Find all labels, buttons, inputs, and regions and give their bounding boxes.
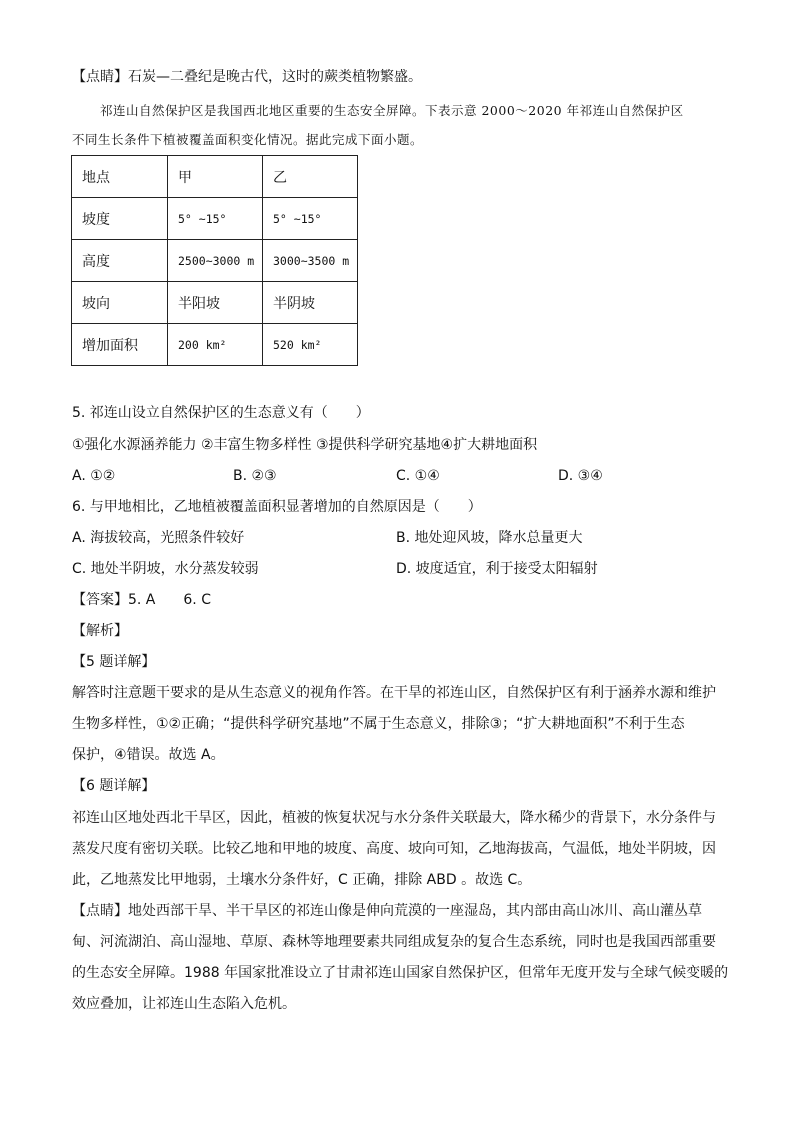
question-5: 5. 祁连山设立自然保护区的生态意义有（ ） xyxy=(72,405,370,421)
question-5-items: ①强化水源涵养能力 ②丰富生物多样性 ③提供科学研究基地④扩大耕地面积 xyxy=(72,437,538,453)
intro-line-2: 不同生长条件下植被覆盖面积变化情况。据此完成下面小题。 xyxy=(72,132,424,147)
table-header-cell: 甲 xyxy=(168,156,263,198)
table-cell: 半阳坡 xyxy=(168,282,263,324)
detail-5-line: 保护，④错误。故选 A。 xyxy=(72,747,225,763)
tip-line: 甸、河流湖泊、高山湿地、草原、森林等地理要素共同组成复杂的复合生态系统，同时也是我国西部重要 xyxy=(72,934,716,950)
table-cell: 5° ~15° xyxy=(263,198,358,240)
table-cell: 高度 xyxy=(72,240,168,282)
q6-option-b: B. 地处迎风坡，降水总量更大 xyxy=(396,530,583,546)
table-cell: 增加面积 xyxy=(72,324,168,366)
table-cell: 坡向 xyxy=(72,282,168,324)
q5-option-c: C. ①④ xyxy=(396,468,440,484)
tip-line: 【点睛】地处西部干旱、半干旱区的祁连山像是伸向荒漠的一座湿岛，其内部由高山冰川、高山灌丛草 xyxy=(72,903,702,919)
answer-line: 【答案】5. A 6. C xyxy=(72,592,211,608)
detail-6-heading: 【6 题详解】 xyxy=(72,778,156,794)
table-cell: 2500~3000 m xyxy=(168,240,263,282)
tip-line: 效应叠加，让祁连山生态陷入危机。 xyxy=(72,996,296,1012)
analysis-heading: 【解析】 xyxy=(72,623,128,639)
table-row xyxy=(72,282,358,324)
detail-6-line: 此，乙地蒸发比甲地弱，土壤水分条件好，C 正确，排除 ABD 。故选 C。 xyxy=(72,872,532,888)
vegetation-table xyxy=(71,155,358,366)
table-cell: 坡度 xyxy=(72,198,168,240)
table-row xyxy=(72,324,358,366)
table-cell: 半阴坡 xyxy=(263,282,358,324)
question-6: 6. 与甲地相比，乙地植被覆盖面积显著增加的自然原因是（ ） xyxy=(72,499,482,515)
table-cell: 200 km² xyxy=(168,324,263,366)
table-header-cell: 乙 xyxy=(263,156,358,198)
q6-option-a: A. 海拔较高，光照条件较好 xyxy=(72,530,245,546)
detail-5-line: 解答时注意题干要求的是从生态意义的视角作答。在干旱的祁连山区，自然保护区有利于涵养水源和维护 xyxy=(72,685,716,701)
detail-5-heading: 【5 题详解】 xyxy=(72,654,156,670)
tip-line: 【点睛】石炭—二叠纪是晚古代，这时的蕨类植物繁盛。 xyxy=(72,69,422,85)
q5-option-a: A. ①② xyxy=(72,468,116,484)
table-header-cell: 地点 xyxy=(72,156,168,198)
intro-line-1: 祁连山自然保护区是我国西北地区重要的生态安全屏障。下表示意 2000～2020 年祁连山自然保护区 xyxy=(100,103,684,118)
detail-5-line: 生物多样性，①②正确；“提供科学研究基地”不属于生态意义，排除③；“扩大耕地面积”不利于生态 xyxy=(72,716,685,732)
table-row xyxy=(72,198,358,240)
table-cell: 520 km² xyxy=(263,324,358,366)
table-header-row xyxy=(72,156,358,198)
table-row xyxy=(72,240,358,282)
tip-line: 的生态安全屏障。1988 年国家批准设立了甘肃祁连山国家自然保护区，但常年无度开发与全球气候变暖的 xyxy=(72,965,729,981)
q5-option-d: D. ③④ xyxy=(558,468,603,484)
table-cell: 3000~3500 m xyxy=(263,240,358,282)
table-cell: 5° ~15° xyxy=(168,198,263,240)
q6-option-d: D. 坡度适宜，利于接受太阳辐射 xyxy=(396,561,598,577)
detail-6-line: 蒸发尺度有密切关联。比较乙地和甲地的坡度、高度、坡向可知，乙地海拔高，气温低，地处半阴坡，因 xyxy=(72,841,716,857)
detail-6-line: 祁连山区地处西北干旱区，因此，植被的恢复状况与水分条件关联最大，降水稀少的背景下，水分条件与 xyxy=(72,810,716,826)
q6-option-c: C. 地处半阴坡，水分蒸发较弱 xyxy=(72,561,259,577)
q5-option-b: B. ②③ xyxy=(233,468,277,484)
